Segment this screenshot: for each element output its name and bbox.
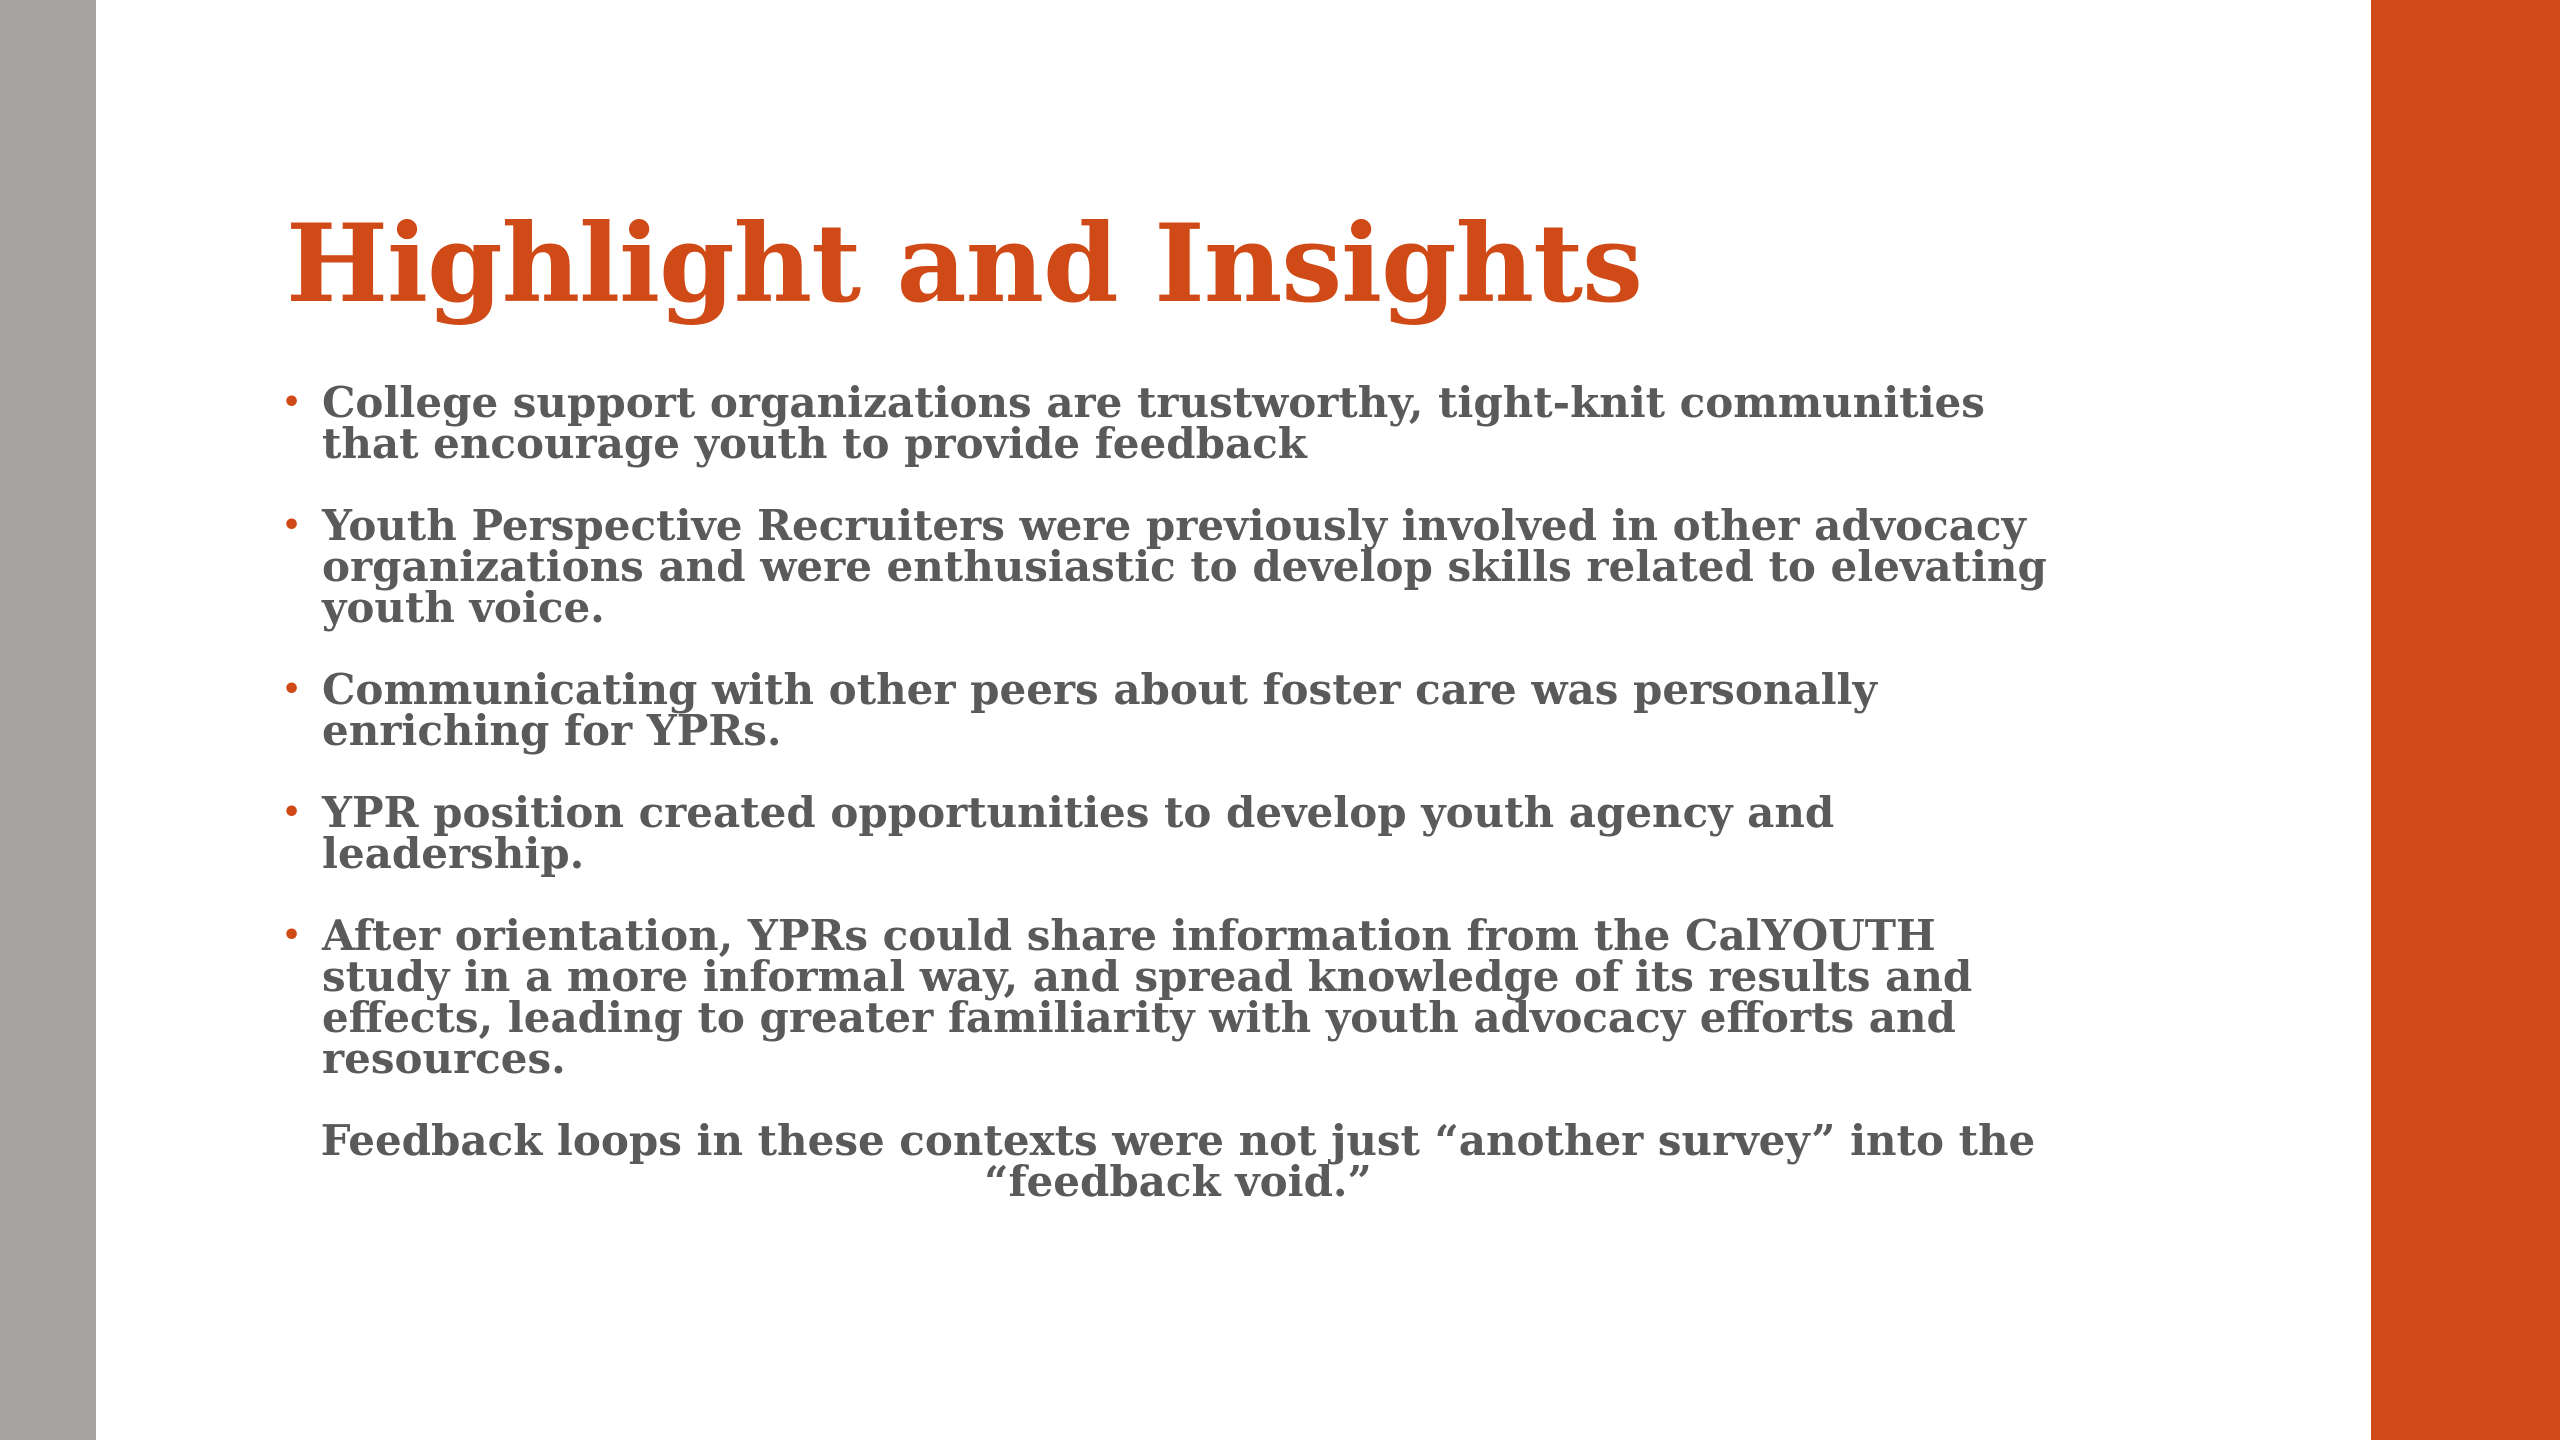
slide-body — [278, 378, 2068, 1206]
bullet-dot-icon: • — [282, 795, 302, 830]
bullet-text: Youth Perspective Recruiters were previously involved in other advocacy organizations and were enthusiastic to develop skills related to elevating youth voice. — [322, 501, 2047, 632]
bullet-item — [278, 378, 2068, 468]
right-accent-bar — [2371, 0, 2560, 1440]
bullet-text: Communicating with other peers about foster care was personally enriching for YPRs. — [322, 665, 1877, 755]
bullet-item — [278, 665, 2068, 755]
bullet-dot-icon: • — [282, 918, 302, 953]
bullet-text: After orientation, YPRs could share information from the CalYOUTH study in a more informal way, and spread knowledge of its results and effects, leading to greater familiarity with youth advocacy efforts and resources. — [322, 911, 1973, 1083]
bullet-text: YPR position created opportunities to develop youth agency and leadership. — [322, 788, 1835, 878]
bullet-item — [278, 911, 2068, 1083]
bullet-item — [278, 501, 2068, 632]
bullet-list — [278, 378, 2068, 1083]
bullet-item — [278, 788, 2068, 878]
closing-statement: Feedback loops in these contexts were not just “another survey” into the “feedback void.” — [320, 1116, 2036, 1206]
bullet-text: College support organizations are trustworthy, tight-knit communities that encourage youth to provide feedback — [322, 378, 1985, 468]
slide-title: Highlight and Insights — [286, 201, 1642, 327]
left-decorative-bar — [0, 0, 96, 1440]
bullet-dot-icon: • — [282, 508, 302, 543]
bullet-dot-icon: • — [282, 385, 302, 420]
bullet-dot-icon: • — [282, 672, 302, 707]
